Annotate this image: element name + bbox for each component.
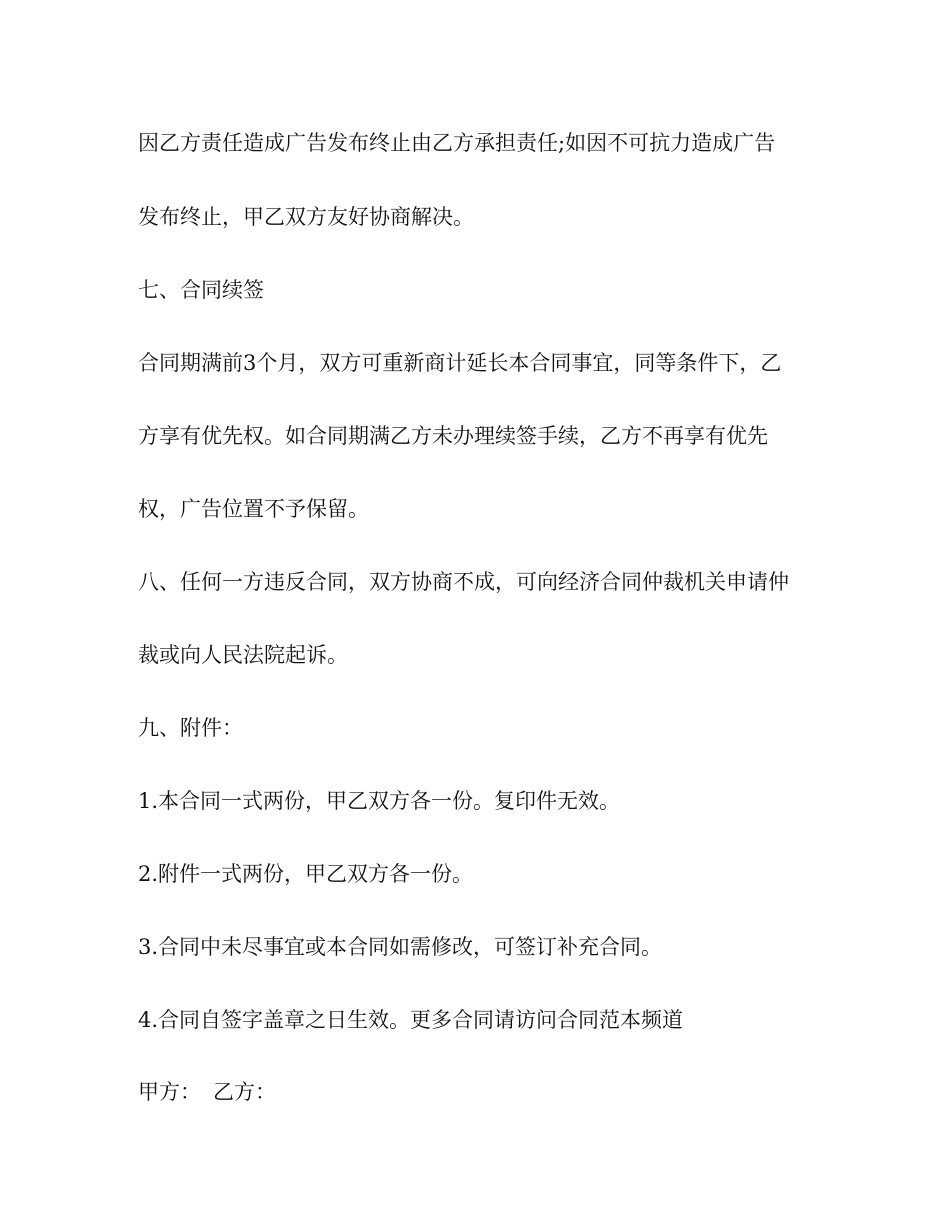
party-a-label: 甲方： (138, 1080, 201, 1104)
party-b-label: 乙方： (213, 1080, 276, 1104)
paragraph-line-5: 权，广告位置不予保留。 (138, 497, 369, 521)
paragraph-line-6: 裁或向人民法院起诉。 (138, 643, 348, 667)
attachment-item-3: 3.合同中未尽事宜或本合同如需修改，可签订补充合同。 (138, 935, 663, 959)
paragraph-line-2: 发布终止，甲乙双方友好协商解决。 (138, 205, 474, 229)
attachment-item-1: 1.本合同一式两份，甲乙双方各一份。复印件无效。 (138, 789, 621, 813)
paragraph-line-4: 方享有优先权。如合同期满乙方未办理续签手续，乙方不再享有优先 (138, 424, 768, 448)
paragraph-line-1: 因乙方责任造成广告发布终止由乙方承担责任;如因不可抗力造成广告 (138, 131, 776, 155)
paragraph-line-3: 合同期满前3个月，双方可重新商计延长本合同事宜，同等条件下，乙 (138, 351, 782, 375)
section-heading-dispute: 八、任何一方违反合同，双方协商不成，可向经济合同仲裁机关申请仲 (138, 570, 789, 594)
signature-line (138, 1077, 276, 1107)
section-heading-attachments: 九、附件： (138, 716, 243, 740)
attachment-item-4: 4.合同自签字盖章之日生效。更多合同请访问合同范本频道 (138, 1008, 684, 1032)
attachment-item-2: 2.附件一式两份，甲乙双方各一份。 (138, 862, 474, 886)
section-heading-renewal: 七、合同续签 (138, 278, 264, 302)
